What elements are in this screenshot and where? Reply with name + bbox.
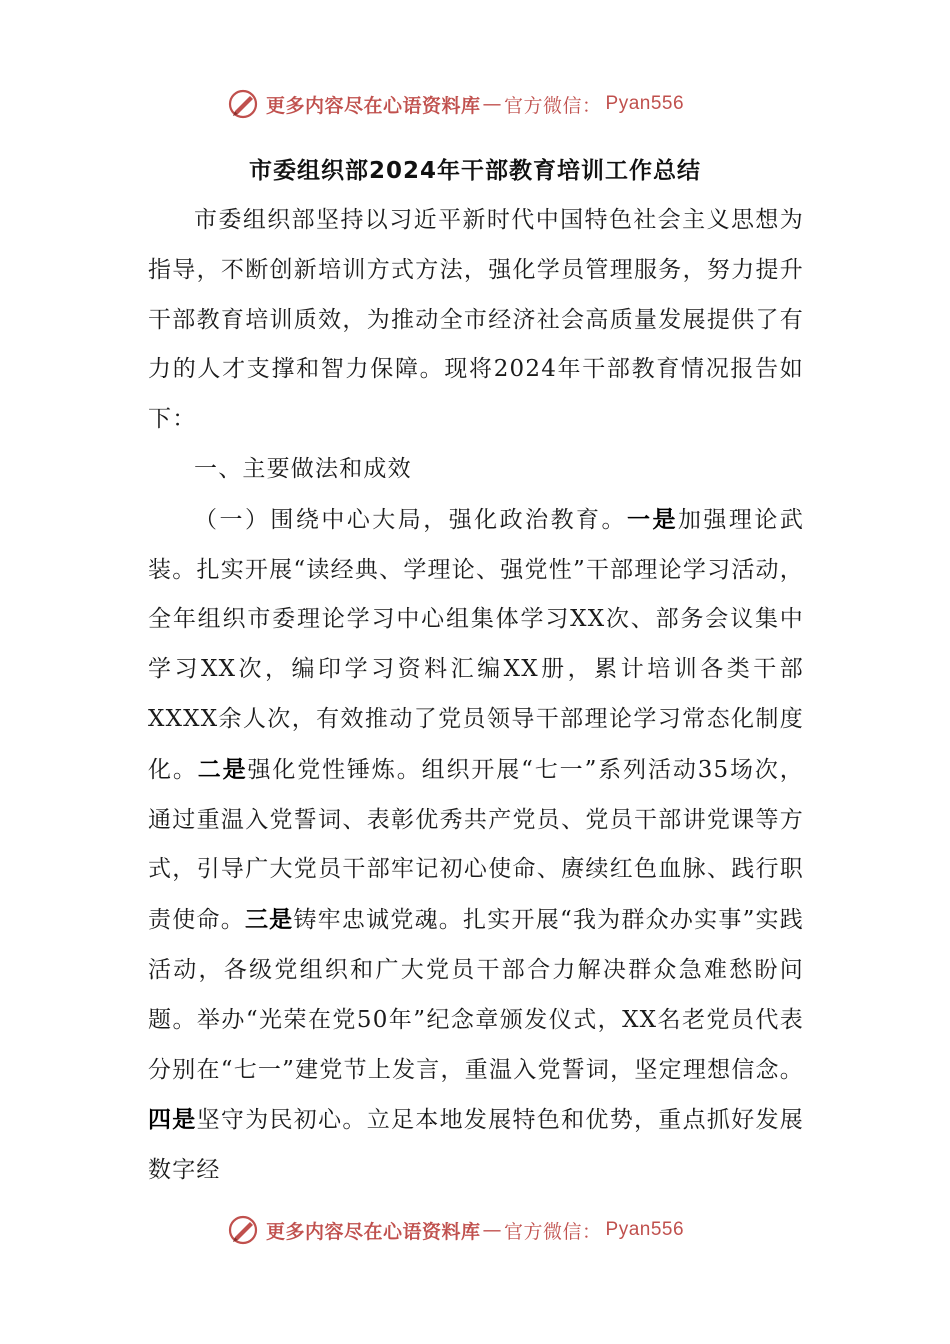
point-label-2: 二是 bbox=[197, 755, 248, 783]
watermark-wechat-id: Pyan556 bbox=[605, 93, 685, 114]
watermark-separator: — bbox=[482, 1219, 503, 1241]
watermark-wechat-id: Pyan556 bbox=[605, 1219, 685, 1240]
document-title: 市委组织部2024年干部教育培训工作总结 bbox=[248, 158, 701, 184]
pen-logo-icon bbox=[226, 1213, 260, 1247]
subsection-heading: （一）围绕中心大局，强化政治教育。 bbox=[194, 506, 627, 533]
point-text-3: 铸牢忠诚党魂。扎实开展“我为群众办实事”实践活动，各级党组织和广大党员干部合力解决群众急难愁盼问题。举办“光荣在党50年”纪念章颁发仪式，XX名老党员代表分别在“七一”建党节上发言，重温入党誓词，坚定理想信念。 bbox=[148, 907, 804, 1083]
intro-paragraph: 市委组织部坚持以习近平新时代中国特色社会主义思想为指导，不断创新培训方式方法，强化学员管理服务，努力提升干部教育培训质效，为推动全市经济社会高质量发展提供了有力的人才支撑和智力保障。现将2024年干部教育情况报告如下： bbox=[148, 207, 804, 433]
watermark-official-label: 官方微信： bbox=[504, 1220, 602, 1243]
point-label-4: 四是 bbox=[148, 1106, 197, 1134]
point-text-4: 坚守为民初心。立足本地发展特色和优势，重点抓好发展数字经 bbox=[148, 1107, 805, 1184]
point-text-2: 强化党性锤炼。组织开展“七一”系列活动35场次，通过重温入党誓词、表彰优秀共产党员、党员干部讲党课等方式，引导广大党员干部牢记初心使命、赓续红色血脉、践行职责使命。 bbox=[148, 756, 805, 934]
watermark-separator: — bbox=[482, 93, 503, 115]
point-label-3: 三是 bbox=[244, 906, 294, 934]
document-body bbox=[148, 196, 804, 1196]
watermark-official-label: 官方微信： bbox=[504, 94, 602, 117]
watermark-main-text: 更多内容尽在心语资料库 bbox=[266, 1220, 481, 1243]
watermark-header bbox=[226, 84, 746, 124]
watermark-main-text: 更多内容尽在心语资料库 bbox=[266, 94, 481, 117]
watermark-footer bbox=[226, 1210, 746, 1250]
point-label-1: 一是 bbox=[626, 505, 678, 533]
section-heading: 一、主要做法和成效 bbox=[194, 455, 412, 482]
point-text-1: 加强理论武装。扎实开展“读经典、学理论、强党性”干部理论学习活动，全年组织市委理论学习中心组集体学习XX次、部务会议集中学习XX次，编印学习资料汇编XX册，累计培训各类干部XXXX余人次，有效推动了党员领导干部理论学习常态化制度化。 bbox=[148, 506, 805, 783]
subsection-paragraph bbox=[148, 495, 804, 1196]
pen-logo-icon bbox=[226, 87, 260, 121]
